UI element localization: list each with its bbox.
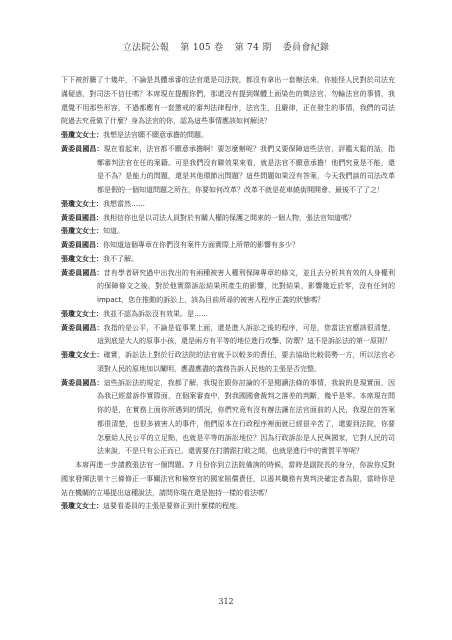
speaker-label: 張瓊文女士： [61,199,103,208]
speech-text: 現在看起來，法官都不願意承擔啊！要怎麼辦呢？我們又要保障這些法官，評鑑太鬆的話，指鄭審判法官在任的案籍。可是我們沒有聯效果來看，就是法官不願意承擔！他們究竟是不能，還是不為？是能力的問題，還是其他環節出問題？這些問題如果沒有答案，今天我們談的司法改革都是假的一個知道問題之所在，你要如何改革？改革不就是花車繞街開開會、最後不了了之！ [97,144,396,194]
issue-number: 第 74 期 [234,43,272,53]
volume-number: 第 105 卷 [180,43,224,53]
speaker-label: 黃委員國昌： [61,144,104,153]
speaker-turn [61,308,395,322]
speech-text: 這些訴訟法的規定，我都了解，我現在跟你討論的不是閱讀法條的事情，我說的是現實面，因為我已經當訴作實際面，在個案審查中，對我國國會裁判之落差的判斷，幾乎是零。本席現在問你的是，在實務上面你所遇到的情況，你們究竟有沒有辦法讓在法官面前的人民，我現在的答案都很清楚，也很多被害人的事件，他們原本在行政程序裡面就已經很辛苦了，還要到法院，你要怎麼給人民公平的立足點，也就是平等的訴訟地位？因為行政訴訟是人民與國家，它對人民的司法來說，不是只有公正而已，還需要在打勝跟打敗之間，也就是進行中的實質平等呢？ [97,378,396,456]
speech-text: 確實，訴訟法上對於行政法院的法官就予以較多的責任，要去協助比較弱勢一方，所以法官必須對人民的原地加以闡明，應盡應盡的義務告訴人民他的主張是否完整。 [97,351,396,373]
speaker-label: 張瓊文女士： [61,351,104,359]
speaker-label: 黃委員國昌： [61,268,104,277]
speech-text: 我並不認為訴訟沒有效果。是…… [103,309,208,318]
speech-text: 知道。 [103,227,124,236]
speaker-turn [61,500,395,514]
speaker-turn [61,349,395,377]
speech-text: 這要看委員的主張是要修正到什麼樣的程度。 [103,502,243,511]
speaker-label: 張瓊文女士： [61,502,103,511]
speech-text: 我不了解。 [103,254,138,263]
speaker-turn [61,239,395,253]
speaker-label: 黃委員國昌： [61,378,104,387]
speaker-turn [61,143,395,198]
speaker-label: 張瓊文女士： [61,227,103,236]
speech-text: 我相信你也是以司法人員對於有關人權的保護之間來的一個人物，張法官知道嗎？ [103,213,355,222]
speaker-turn [61,129,395,143]
speech-text: 下下被折騰了十幾年，不論是具體承審的法官還是司法院，都沒有拿出一套辦法來，你能怪人民對於司法充滿疑惑，對司法不信任嗎？本席現在提醒你們，那還沒有提到媒體上面染色的徵法官、勿輪法官的事情，我還覺不用那些形容，不過都應有一套懲戒的審判法律程序，法官生，且嚴律，正在發生的事情，我們的司法院過去究竟做了什麼？身為法官的你，認為這些事情應該如何解決？ [61,76,395,126]
speaker-turn [61,377,395,460]
speaker-label: 張瓊文女士： [61,131,103,139]
narrative-paragraph [61,459,395,500]
speaker-turn [61,267,395,308]
speaker-label: 張瓊文女士： [61,309,103,318]
speaker-label: 黃委員國昌： [61,241,103,249]
page-number: 312 [218,597,234,606]
journal-name: 立法院公報 [122,43,170,53]
page-header [0,40,452,53]
narrative-paragraph [61,74,395,129]
speech-text: 本席再進一步請教張法官一個問題。7 月份你到立法院備詢的時候，當時是副院長的身分，你說你反對國家發揮法第十三條修正一事關法官和檢察官的國家賠償責任，以遏其職務有異判決確定者為限，當時你是站在機關的立場提出這種說法，請問你現在還是抱持一樣的看法嗎？ [61,461,395,497]
speaker-turn [61,225,395,239]
speech-text: 我想當然…… [103,199,145,208]
speaker-turn [61,322,395,350]
speaker-turn [61,253,395,267]
speaker-turn [61,212,395,226]
speech-text: 昔有學者研究過中出我出的有兩種被害人權利保障專章的條文，並且去分析其有效的人身權利的保障條文之後，對於他實際訴訟結果所產生的影響，比對結果，影響幾近於零，沒有任何的 impact，您在推動的訴訟上，該為目前所尋的被害人程序正義的狀態嗎？ [97,268,396,304]
section-name: 委員會紀錄 [282,43,330,53]
speaker-label: 張瓊文女士： [61,254,103,263]
speaker-turn [61,198,395,212]
speaker-label: 黃委員國昌： [61,323,104,332]
speech-text: 我想是法官願不願意承擔的問題。 [103,131,208,139]
transcript-body [61,74,395,514]
speech-text: 我指的是公平，不論是從事業上面，還是進入訴訟之後的程序，可是，您當法官應該很清楚，這到底是大人的原事小孩，還是兩方有平等的地位進行攻擊、防禦？這不是訴訟法的第一原則？ [97,323,396,346]
speech-text: 你知道這個專章在你們沒有案件方面實際上所帶的影響有多少？ [103,241,299,249]
speaker-label: 黃委員國昌： [61,213,103,222]
